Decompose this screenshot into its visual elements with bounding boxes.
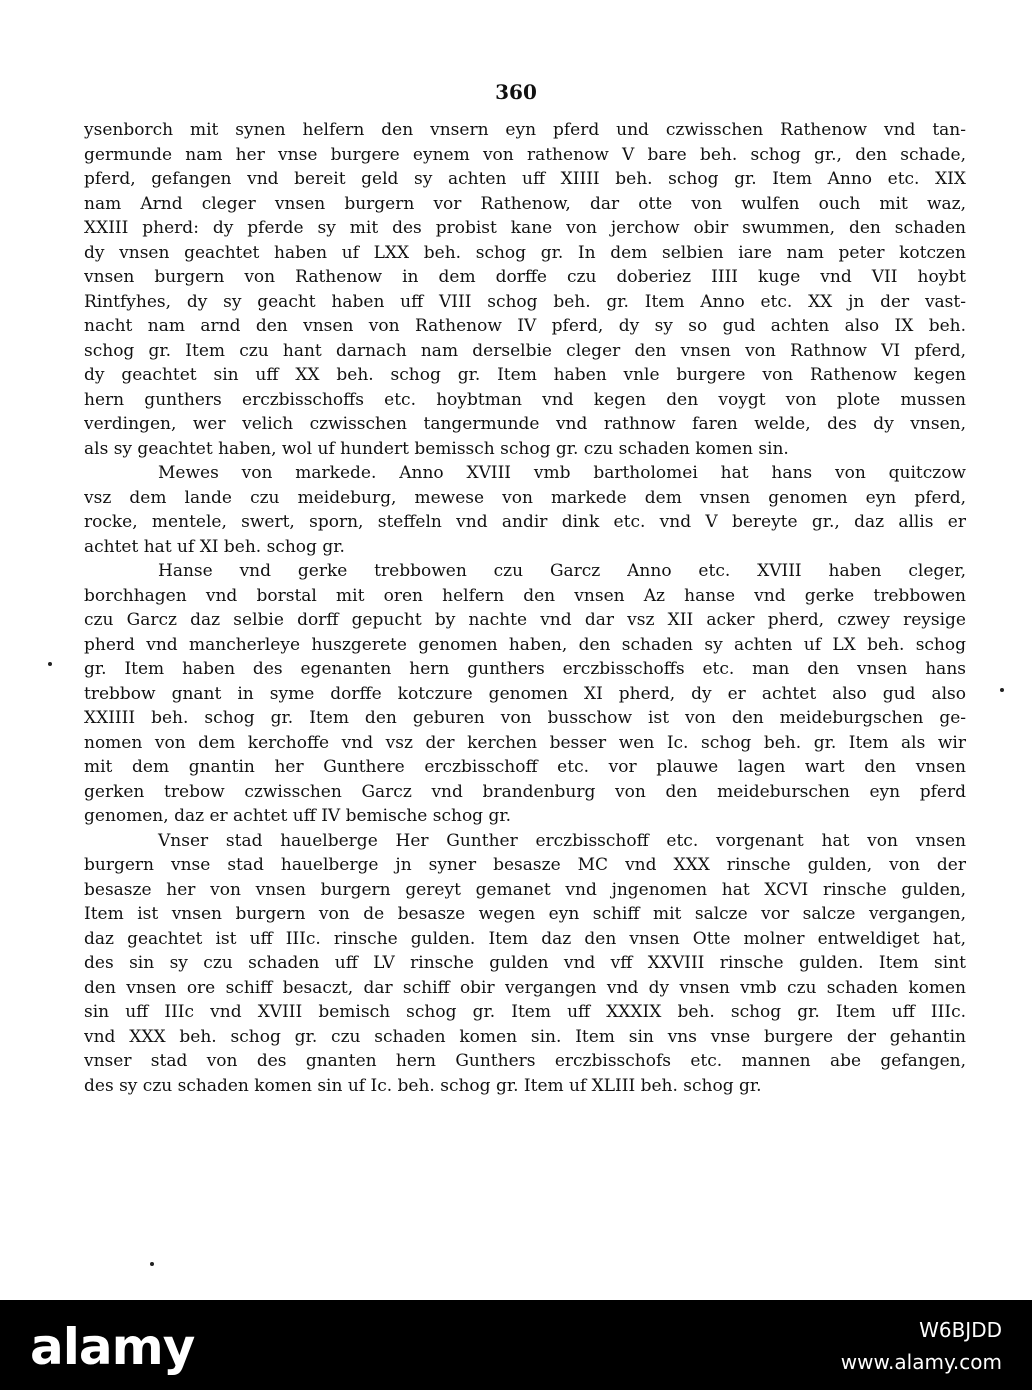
text-line: trebbow gnant in syme dorffe kotczure genomen XI pherd, dy er achtet also gud also <box>84 683 966 704</box>
text-line: germunde nam her vnse burgere eynem von rathenow V bare beh. schog gr., den schade, <box>84 144 966 165</box>
text-line: Mewes von markede. Anno XVIII vmb bartholomei hat hans von quitczow <box>158 463 966 483</box>
text-line: XXIIII beh. schog gr. Item den geburen von busschow ist von den meideburgschen ge- <box>84 708 966 728</box>
text-line: genomen, daz er achtet uff IV bemische schog gr. <box>84 806 512 826</box>
scan-speck <box>150 1262 154 1266</box>
text-line: ysenborch mit synen helfern den vnsern eyn pferd und czwisschen Rathenow vnd tan- <box>84 120 966 140</box>
text-line: XXIII pherd: dy pferde sy mit des probist kane von jerchow obir swummen, den schaden <box>84 218 966 238</box>
scan-speck <box>1000 688 1004 692</box>
text-line: als sy geachtet haben, wol uf hundert bemissch schog gr. czu schaden komen sin. <box>84 438 789 459</box>
text-line: gerken trebow czwisschen Garcz vnd brandenburg von den meideburschen eyn pferd <box>84 781 966 802</box>
text-line: hern gunthers erczbisschoffs etc. hoybtman vnd kegen den voygt von plote mussen <box>84 389 966 410</box>
text-line: vnser stad von des gnanten hern Gunthers erczbisschofs etc. mannen abe gefangen, <box>84 1051 966 1071</box>
image-url: www.alamy.com <box>840 1350 1002 1374</box>
scan-speck <box>48 662 52 666</box>
text-line: nam Arnd cleger vnsen burgern vor Rathenow, dar otte von wulfen ouch mit waz, <box>84 193 966 214</box>
text-line: Vnser stad hauelberge Her Gunther erczbisschoff etc. vorgenant hat von vnsen <box>158 830 966 851</box>
text-line: schog gr. Item czu hant darnach nam derselbie cleger den vnsen von Rathnow VI pferd, <box>84 340 966 361</box>
text-line: besasze her von vnsen burgern gereyt gemanet vnd jngenomen hat XCVI rinsche gulden, <box>84 879 966 900</box>
text-line: mit dem gnantin her Gunthere erczbisschoff etc. vor plauwe lagen wart den vnsen <box>84 757 966 777</box>
text-line: Rintfyhes, dy sy geacht haben uff VIII schog beh. gr. Item Anno etc. XX jn der vast- <box>84 291 966 312</box>
text-line: daz geachtet ist uff IIIc. rinsche gulden. Item daz den vnsen Otte molner entweldiget hat, <box>84 928 966 949</box>
text-line: dy vnsen geachtet haben uf LXX beh. schog gr. In dem selbien iare nam peter kotczen <box>84 242 966 263</box>
text-line: burgern vnse stad hauelberge jn syner besasze MC vnd XXX rinsche gulden, von der <box>84 855 966 875</box>
text-line: achtet hat uf XI beh. schog gr. <box>84 536 345 557</box>
alamy-logo: alamy <box>30 1318 195 1376</box>
text-line: pferd, gefangen vnd bereit geld sy achten uff XIIII beh. schog gr. Item Anno etc. XIX <box>84 169 966 189</box>
image-id: W6BJDD <box>919 1318 1002 1342</box>
text-line: Item ist vnsen burgern von de besasze wegen eyn schiff mit salcze vor salcze vergangen, <box>84 904 966 924</box>
text-line: nacht nam arnd den vnsen von Rathenow IV pferd, dy sy so gud achten also IX beh. <box>84 316 966 336</box>
text-line: des sin sy czu schaden uff LV rinsche gulden vnd vff XXVIII rinsche gulden. Item sint <box>84 953 966 973</box>
text-line: borchhagen vnd borstal mit oren helfern den vnsen Az hanse vnd gerke trebbowen <box>84 585 966 606</box>
text-line: Hanse vnd gerke trebbowen czu Garcz Anno etc. XVIII haben cleger, <box>158 561 966 581</box>
text-line: verdingen, wer velich czwisschen tangermunde vnd rathnow faren welde, des dy vnsen, <box>84 414 966 434</box>
text-line: pherd vnd mancherleye huszgerete genomen haben, den schaden sy achten uf LX beh. schog <box>84 634 966 655</box>
page-number: 360 <box>495 80 537 104</box>
text-line: sin uff IIIc vnd XVIII bemisch schog gr. Item uff XXXIX beh. schog gr. Item uff IIIc. <box>84 1002 966 1022</box>
text-line: vnd XXX beh. schog gr. czu schaden komen sin. Item sin vns vnse burgere der gehantin <box>84 1026 966 1047</box>
body-text <box>84 118 966 1098</box>
text-line: rocke, mentele, swert, sporn, steffeln vnd andir dink etc. vnd V bereyte gr., daz allis er <box>84 512 966 532</box>
text-line: vsz dem lande czu meideburg, mewese von markede dem vnsen genomen eyn pferd, <box>84 487 966 508</box>
text-line: gr. Item haben des egenanten hern gunthers erczbisschoffs etc. man den vnsen hans <box>84 659 966 679</box>
text-line: den vnsen ore schiff besaczt, dar schiff obir vergangen vnd dy vnsen vmb czu schaden komen <box>84 977 966 998</box>
text-line: czu Garcz daz selbie dorff gepucht by nachte vnd dar vsz XII acker pherd, czwey reysige <box>84 610 966 630</box>
text-line: nomen von dem kerchoffe vnd vsz der kerchen besser wen Ic. schog beh. gr. Item als wir <box>84 732 966 753</box>
text-line: vnsen burgern von Rathenow in dem dorffe czu doberiez IIII kuge vnd VII hoybt <box>84 267 966 287</box>
text-line: dy geachtet sin uff XX beh. schog gr. Item haben vnle burgere von Rathenow kegen <box>84 365 966 385</box>
text-line: des sy czu schaden komen sin uf Ic. beh. schog gr. Item uf XLIII beh. schog gr. <box>84 1075 762 1096</box>
